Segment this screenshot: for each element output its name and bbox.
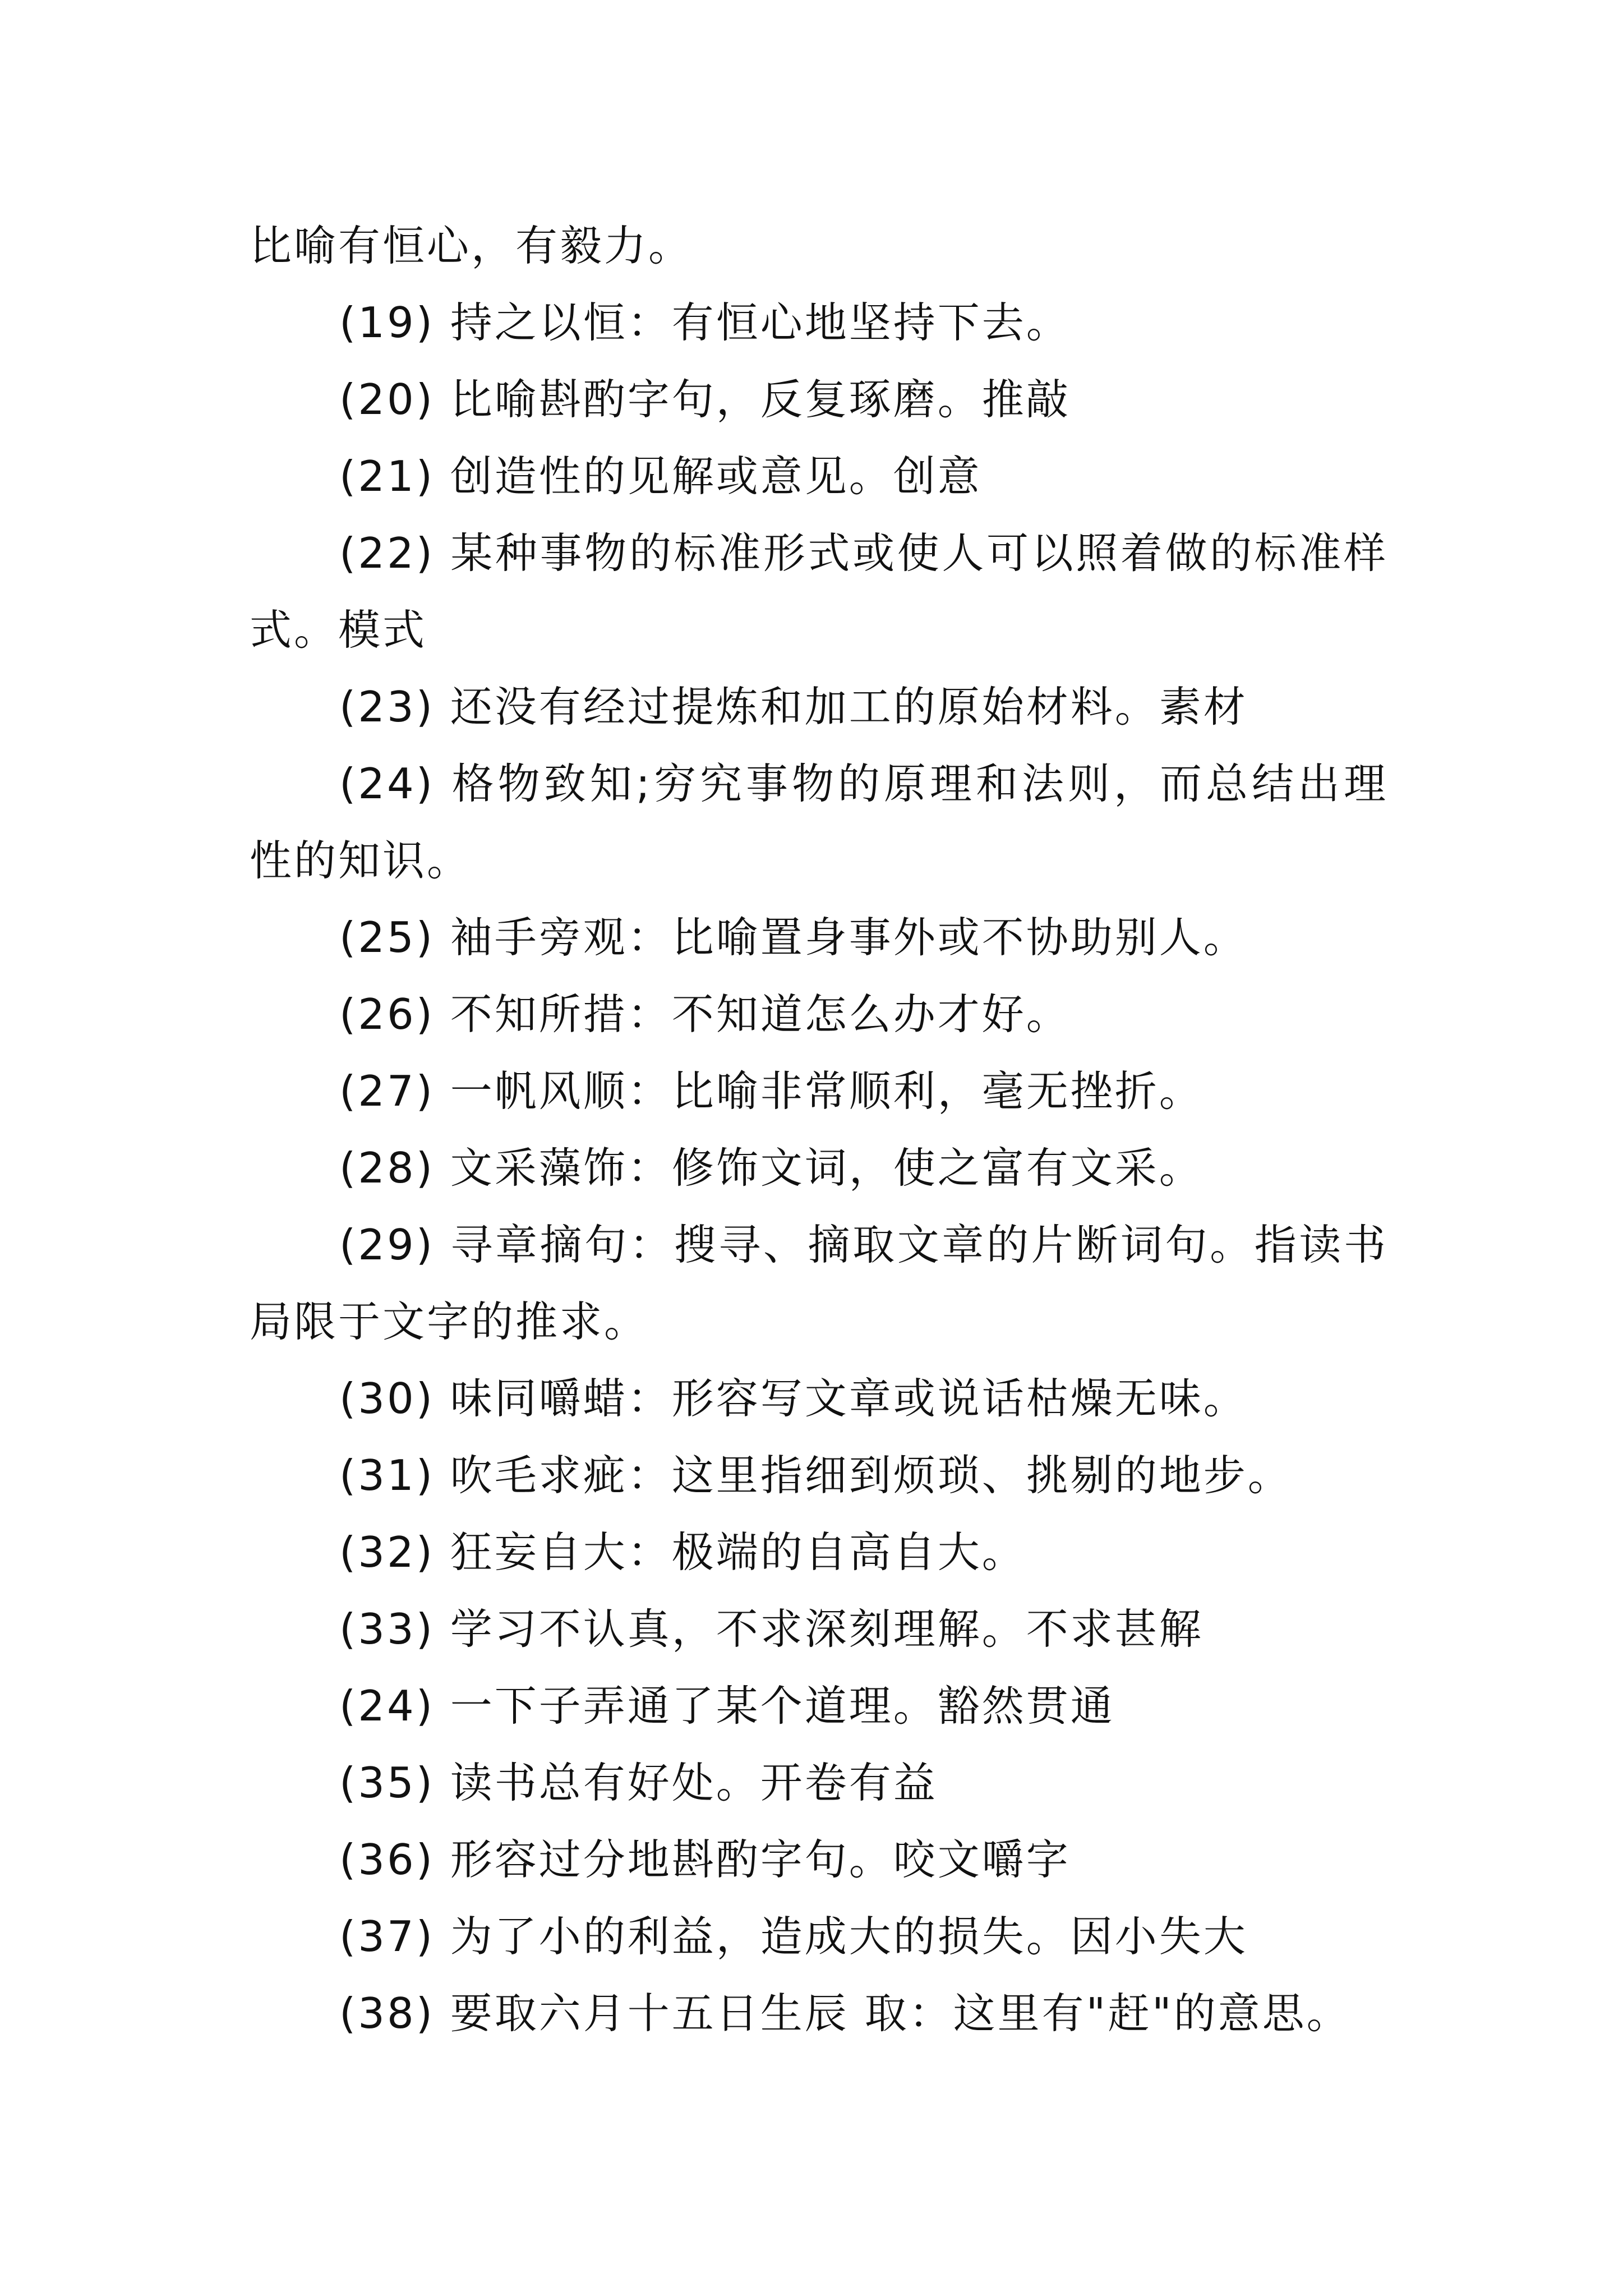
definition-item-37: (37) 为了小的利益，造成大的损失。因小失大	[339, 1912, 1248, 1961]
definition-item-19: (19) 持之以恒：有恒心地坚持下去。	[339, 298, 1071, 347]
definition-item-38: (38) 要取六月十五日生辰 取：这里有"赶"的意思。	[339, 1989, 1351, 2038]
definition-item-31: (31) 吹毛求疵：这里指细到烦琐、挑剔的地步。	[339, 1451, 1292, 1500]
definition-item-32: (32) 狂妄自大：极端的自高自大。	[339, 1527, 1026, 1577]
definition-item-35: (35) 读书总有好处。开卷有益	[339, 1758, 938, 1807]
definition-item-33: (33) 学习不认真，不求深刻理解。不求甚解	[339, 1604, 1204, 1654]
definition-item-30: (30) 味同嚼蜡：形容写文章或说话枯燥无味。	[339, 1374, 1248, 1423]
paragraph-continuation: 比喻有恒心，有毅力。	[250, 221, 693, 270]
definition-item-20: (20) 比喻斟酌字句，反复琢磨。推敲	[339, 375, 1071, 424]
definition-item-27: (27) 一帆风顺：比喻非常顺利，毫无挫折。	[339, 1066, 1204, 1116]
definition-item-34: (24) 一下子弄通了某个道理。豁然贯通	[339, 1681, 1115, 1731]
definition-item-21: (21) 创造性的见解或意见。创意	[339, 452, 982, 501]
definition-item-23: (23) 还没有经过提炼和加工的原始材料。素材	[339, 682, 1248, 731]
document-body	[250, 208, 1388, 2052]
definition-item-24: (24) 格物致知;穷究事物的原理和法则，而总结出理性的知识。	[250, 759, 1388, 885]
definition-item-28: (28) 文采藻饰：修饰文词，使之富有文采。	[339, 1143, 1204, 1193]
definition-item-22: (22) 某种事物的标准形式或使人可以照着做的标准样式。模式	[250, 528, 1388, 655]
definition-item-36: (36) 形容过分地斟酌字句。咬文嚼字	[339, 1835, 1071, 1884]
definition-item-25: (25) 袖手旁观：比喻置身事外或不协助别人。	[339, 913, 1248, 962]
definition-item-29: (29) 寻章摘句：搜寻、摘取文章的片断词句。指读书局限于文字的推求。	[250, 1220, 1388, 1346]
definition-item-26: (26) 不知所措：不知道怎么办才好。	[339, 990, 1071, 1039]
